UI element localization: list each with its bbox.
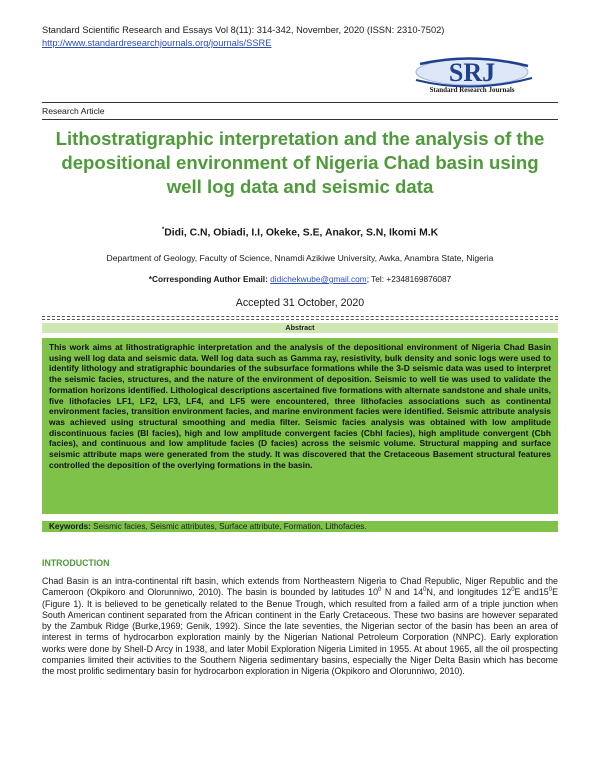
- intro-text: Chad Basin is an intra-continental rift basin, which extends from Northeastern Nigeria to Chad Republic, Niger Republic and the Cameroon (Okpikoro and Olorunniwo, 2010). The basin is bounded by latitudes 10: [42, 576, 558, 598]
- title-divider: [42, 119, 558, 120]
- author-names: Didi, C.N, Obiadi, I.I, Okeke, S.E, Anakor, S.N, Ikomi M.K: [164, 227, 439, 239]
- correspondence-label: *Corresponding Author Email:: [148, 274, 268, 284]
- correspondence: [42, 274, 558, 284]
- keywords-text: Seismic facies, Seismic attributes, Surface attribute, Formation, Lithofacies.: [93, 522, 367, 531]
- paper-title: Lithostratigraphic interpretation and the analysis of the depositional environment of Nigeria Chad basin using well log data and seismic data: [55, 128, 545, 197]
- telephone: ; Tel: +2348169876087: [366, 274, 452, 284]
- srj-logo: [400, 54, 550, 98]
- corresponding-marker: *: [161, 227, 165, 233]
- introduction-paragraph: [42, 576, 558, 678]
- header-divider: [42, 102, 558, 103]
- keywords: [42, 521, 558, 532]
- logo-subtext: Standard Research Journals: [429, 86, 515, 94]
- logo-graphic: [400, 54, 550, 98]
- journal-header: [42, 24, 444, 50]
- article-type: Research Article: [42, 106, 105, 116]
- accepted-date: Accepted 31 October, 2020: [235, 297, 365, 309]
- abstract-heading: Abstract: [42, 323, 558, 333]
- affiliation: Department of Geology, Faculty of Science, Nnamdi Azikiwe University, Awka, Anambra State, Nigeria: [106, 253, 494, 263]
- intro-text: N, and longitudes 12: [426, 587, 512, 598]
- dashed-divider: [42, 319, 558, 320]
- dashed-divider: [42, 316, 558, 317]
- author-list: [42, 227, 558, 238]
- degree-mark: 0: [548, 587, 553, 594]
- intro-text: N and 14: [381, 587, 424, 598]
- logo-text: SRJ: [448, 58, 496, 87]
- section-heading-introduction: INTRODUCTION: [42, 558, 110, 568]
- abstract-body: This work aims at lithostratigraphic interpretation and the analysis of the depositional environment of Nigeria Chad Basin using well log data and seismic data. Well log data such as Gamma ray, resistivity, bulk density and sonic logs were used to identify lithology and stratigraphic boundaries of the subsurface formations while the 3-D seismic data was used to interpret the seismic facies, structures, and the nature of the environment of deposition. Seismic to well tie was used to validate the formation horizons identified. Lithological descriptions ascertained five formations with alternate sandstone and shale units, five lithofacies LF1, LF2, LF3, LF4, and LF5 were encountered, three lithofacies associations such as continental environment facies, transition environment facies, and marine environment facies were identified. Seismic attribute analysis was achieved using structural smoothing and media filter. Seismic facies analysis was obtained with low amplitude discontinuous facies (Bl facies), high and low amplitude convergent facies (Cbhl facies), high amplitude convergent (Cbh facies), and continuous and low amplitude facies (D facies) across the seismic volume. Structural mapping and surface seismic attribute maps were generated from the study. It was discovered that the Cretaceous Basement structural features controlled the deposition of the overlying formations in the basin.: [42, 338, 558, 514]
- degree-mark: 0: [511, 587, 515, 594]
- journal-citation: Standard Scientific Research and Essays Vol 8(11): 314-342, November, 2020 (ISSN: 2310-7502): [42, 25, 445, 35]
- intro-text: E and15: [514, 587, 549, 598]
- email-link[interactable]: didichekwube@gmail.com: [270, 274, 367, 284]
- journal-url-link[interactable]: http://www.standardresearchjournals.org/journals/SSRE: [42, 38, 272, 48]
- degree-mark: 0: [378, 587, 382, 594]
- degree-mark: 0: [423, 587, 427, 594]
- intro-text: E (Figure 1). It is believed to be genetically related to the Benue Trough, which resulted from a failed arm of a triple junction when South American continent separated from the African continent in the Early Cretaceous. These two basins are however separated by the Zambuk Ridge (Burke,1969; Genik, 1992). Since the late seventies, the Nigerian sector of the basin has been an area of interest in terms of hydrocarbon exploration mainly by the Nigerian National Petroleum Corporation (NNPC). Early exploration works were done by Shell-D Arcy in 1938, and later Mobil Exploration Nigeria Limited in 1955. At about 1965, all the oil prospecting companies limited their activities to the Southern Nigeria sedimentary basins, especially the Niger Delta Basin which has become the most prolific sedimentary basin for hydrocarbon exploration in Nigeria (Okpikoro and Olorunniwo, 2010).: [42, 587, 558, 677]
- keywords-label: Keywords:: [49, 522, 91, 531]
